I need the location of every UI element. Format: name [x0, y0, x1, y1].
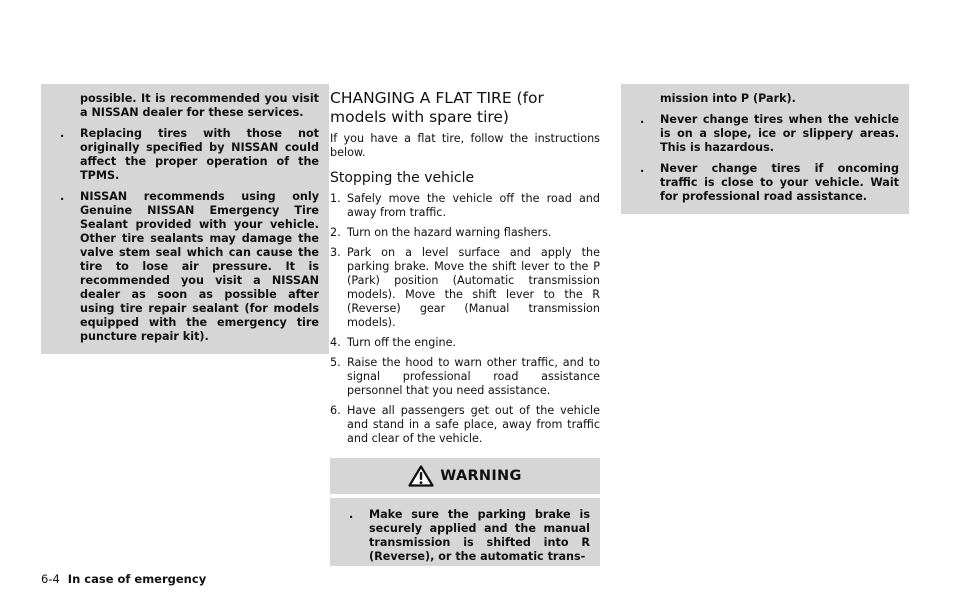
warning-item — [51, 92, 319, 120]
warning-item — [51, 127, 319, 183]
warning-item-text: Never change tires when the vehicle is on a slope, ice or slippery areas. This is hazardous. — [660, 113, 899, 154]
steps-list — [330, 192, 600, 446]
step-text: Park on a level surface and apply the parking brake. Move the shift lever to the P (Park) position (Automatic transmission models). Move the shift lever to the R (Reverse) gear (Manual transmission models). — [347, 246, 600, 329]
step-number: 3. — [330, 246, 341, 259]
step-number: 5. — [330, 356, 341, 369]
subsection-heading: Stopping the vehicle — [330, 170, 475, 186]
warning-box-continuation — [41, 84, 329, 354]
step-text: Turn on the hazard warning flashers. — [347, 226, 552, 239]
page-footer — [41, 572, 206, 586]
warning-header — [330, 458, 600, 494]
warning-item-text: Never change tires if oncoming traffic is close to your vehicle. Wait for professional road assistance. — [660, 162, 899, 203]
warning-item — [51, 190, 319, 344]
step-text: Safely move the vehicle off the road and away from traffic. — [347, 192, 600, 219]
warning-item-text: possible. It is recommended you visit a NISSAN dealer for these services. — [80, 92, 319, 119]
warning-item-text: Replacing tires with those not originally specified by NISSAN could affect the proper operation of the TPMS. — [80, 127, 319, 182]
warning-triangle-icon — [408, 465, 434, 487]
warning-box — [330, 498, 600, 566]
step-number: 4. — [330, 336, 341, 349]
step-text: Turn off the engine. — [347, 336, 457, 349]
warning-box-continuation — [621, 84, 909, 214]
step-number: 2. — [330, 226, 341, 239]
warning-item-text: Make sure the parking brake is securely applied and the manual transmission is shifted into R (Reverse), or the automatic trans- — [369, 508, 590, 563]
section-heading: CHANGING A FLAT TIRE (for models with spare tire) — [330, 89, 544, 126]
warning-item-text: mission into P (Park). — [660, 92, 796, 105]
bullet-icon: . — [640, 113, 645, 126]
bullet-icon: . — [349, 508, 354, 521]
step-item — [330, 336, 600, 350]
bullet-icon: . — [640, 162, 645, 175]
intro-paragraph: If you have a flat tire, follow the instructions below. — [330, 132, 600, 159]
step-number: 1. — [330, 192, 341, 205]
step-text: Raise the hood to warn other traffic, and to signal professional road assistance personnel that you need assistance. — [347, 356, 600, 397]
warning-item — [631, 162, 899, 204]
warning-title: WARNING — [440, 468, 522, 484]
step-item — [330, 192, 600, 220]
bullet-icon: . — [60, 127, 65, 140]
step-item — [330, 356, 600, 398]
main-column — [330, 84, 600, 566]
warning-item — [631, 113, 899, 155]
bullet-icon: . — [60, 190, 65, 203]
page-number: 6-4 — [41, 572, 60, 586]
step-item — [330, 226, 600, 240]
step-item — [330, 404, 600, 446]
warning-item-text: NISSAN recommends using only Genuine NISSAN Emergency Tire Sealant provided with your vehicle. Other tire sealants may damage the valve stem seal which can cause the tire to lose air pressure. It is recommended you visit a NISSAN dealer as soon as possible after using tire repair sealant (for models equipped with the emergency tire puncture repair kit). — [80, 190, 319, 343]
step-item — [330, 246, 600, 330]
warning-item — [340, 508, 590, 564]
warning-item — [631, 92, 899, 106]
step-text: Have all passengers get out of the vehicle and stand in a safe place, away from traffic and clear of the vehicle. — [347, 404, 600, 445]
section-name: In case of emergency — [67, 572, 207, 586]
step-number: 6. — [330, 404, 341, 417]
